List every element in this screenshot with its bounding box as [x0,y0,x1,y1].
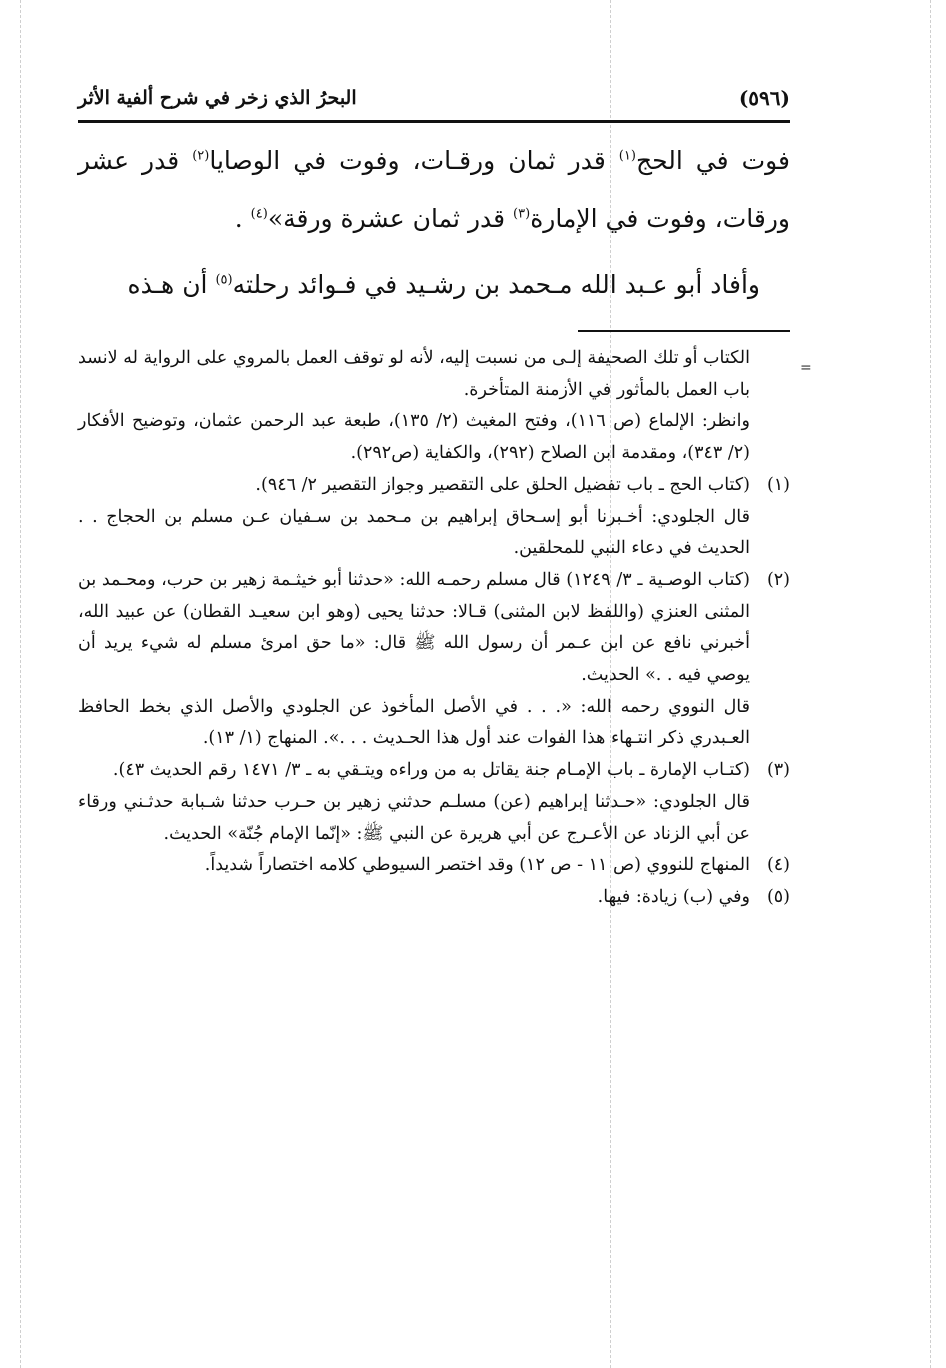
footnote-number: (٣) [766,760,790,781]
text-run: فوت في الحج [635,146,790,175]
footnote-4 [78,850,790,882]
footnote-number: (٤) [766,855,790,876]
footnote-rule [578,330,790,332]
footnote-3 [78,755,790,850]
footnote-paragraph: المنهاج للنووي (ص ١١ - ص ١٢) وقد اختصر السيوطي كلامه اختصاراً شديداً. [204,855,750,876]
footnote-number: (٥) [766,886,790,907]
text-run: وأفاد أبو عـبد الله مـحمد بن رشـيد في فـوائد رحلته [232,270,760,299]
footnote-paragraph: قال الجلودي: أخـبرنا أبو إسـحاق إبراهيم بن مـحمد بن سـفيان عـن مسلم بن الحجاج . . الحديث في دعاء النبي للمحلقين. [78,506,750,559]
footnote-body [78,850,750,882]
footnote-2 [78,565,790,755]
footnote-ref: (١) [618,148,636,164]
footnote-ref: (٤) [250,206,268,222]
text-run: قدر ثمان عشرة ورقة» [267,204,514,233]
text-run: . [234,204,251,233]
main-paragraph [78,132,790,248]
footnote-ref: (٣) [513,206,531,222]
scan-artifact-line [20,0,21,1368]
footnote-5 [78,882,790,914]
footnotes [78,343,790,914]
footnote-paragraph: وانظر: الإلماع (ص ١١٦)، وفتح المغيث (٢/ ١٣٥)، طبعة عبد الرحمن عثمان، وتوضيح الأفكار (٢/ ٣٤٣)، ومقدمة ابن الصلاح (٢٩٢)، والكفاية (ص٢٩٢). [78,411,750,464]
main-text [78,132,790,314]
footnote-paragraph: وفي (ب) زيادة: فيها. [597,886,750,907]
footnote-ref: (٢) [192,148,210,164]
text-run: قدر ثمان ورقـات، وفوت في الوصايا [209,146,619,175]
footnote-paragraph: (كتـاب الإمارة ـ باب الإمـام جنة يقاتل به من وراءه ويتـقي به ـ ٣/ ١٤٧١ رقم الحديث ٤٣). [112,760,750,781]
footnote-paragraph: الكتاب أو تلك الصحيفة إلـى من نسبت إليه، لأنه لو توقف العمل بالمروي على الرواية له لانسد باب العمل بالمأثور في الأزمنة المتأخرة. [78,348,750,400]
footnote-paragraph: (كتاب الحج ـ باب تفضيل الحلق على التقصير وجواز التقصير ٢/ ٩٤٦). [255,474,750,495]
footnote-continuation [78,343,790,470]
footnote-number: (٢) [766,569,790,590]
footnote-1 [78,470,790,565]
footnote-body [78,565,750,755]
main-paragraph [78,256,790,314]
text-run: قدر عشر ورقات، وفوت في الإمارة [78,146,790,233]
footnote-number: (١) [766,474,790,495]
page-number: (٥٩٦) [738,86,790,110]
footnote-paragraph: قال النووي رحمه الله: «. . . في الأصل المأخوذ عن الجلودي والأصل الذي بخط الحافظ العـبدري ذكر انتـهاء هذا الفوات عند أول هذا الحـديث . . .». المنهاج (١/ ١٣). [78,696,750,749]
footnote-ref: (٥) [215,272,233,288]
footnote-paragraph: (كتاب الوصـية ـ ٣/ ١٢٤٩) قال مسلم رحمـه الله: «حدثنا أبو خيثـمة زهير بن حرب، ومحـمد بن المثنى العنزي (واللفظ لابن المثنى) قـالا: حدثنا يحيى (وهو ابن سعيـد القطان) عن عبيد الله، أخبرني نافع عن ابن عـمر أن رسول الله ﷺ قال: «ما حق امرئ مسلم له شيء يريد أن يوصي فيه . .» الحديث. [78,569,750,686]
header-rule [78,120,790,123]
footnote-body [78,470,750,565]
page-header [78,78,790,118]
footnote-paragraph: قال الجلودي: «حـدثنا إبراهيم (عن) مسلـم حدثني زهير بن حـرب حدثنا شـبابة حدثـني ورقاء عن أبي الزناد عن الأعـرج عن أبي هريرة عن النبي ﷺ: «إنّما الإمام جُنّة» الحديث. [78,791,750,844]
margin-mark: = [800,360,812,376]
footnote-body [78,755,750,850]
footnote-body [78,882,750,914]
text-run: أن هـذه [127,270,216,299]
running-title: البحرُ الذي زخر في شرح ألفية الأثر [78,87,357,109]
scan-artifact-line [930,0,931,1368]
